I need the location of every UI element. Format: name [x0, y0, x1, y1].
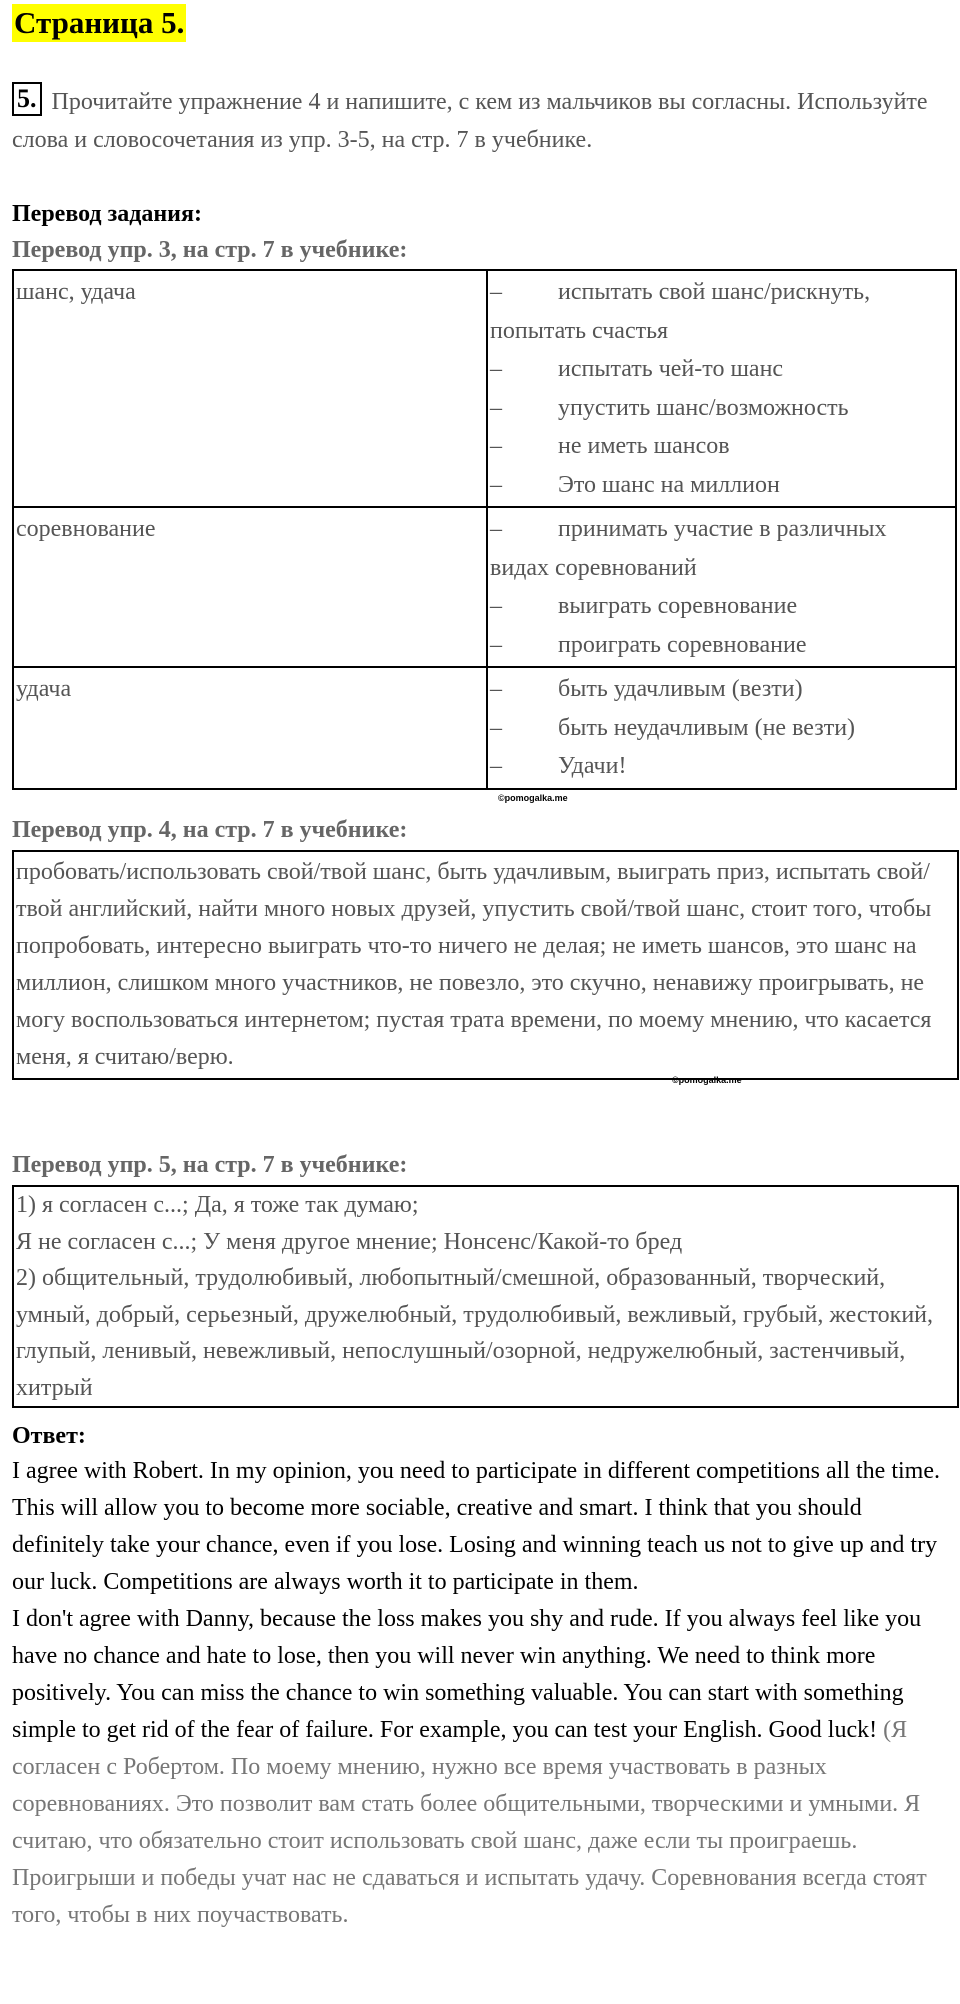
answer-en: I don't agree with Danny, because the loss makes you shy and rude. If you always feel like you have no chance and hate to lose, then you will never win anything. We need to think more positively. You can miss the chance to win something valuable. You can start with something simple to get rid of the fear of failure. For example, you can test your English. Good luck!	[12, 1606, 922, 1743]
phrase-line: – выиграть соревнование	[490, 593, 798, 619]
task-text: Прочитайте упражнение 4 и напишите, с кем из мальчиков вы согласны. Используйте слова и словосочетания из упр. 3-5, на стр. 7 в учебнике.	[12, 89, 928, 153]
ex5-line: Я не согласен с...; У меня другое мнение; Нонсенс/Какой-то бред	[16, 1228, 683, 1255]
table-row	[13, 270, 956, 507]
phrase-line: – испытать чей-то шанс	[490, 356, 784, 382]
translation-heading: Перевод задания:	[12, 201, 202, 227]
phrase-wrap: попытать счастья	[490, 317, 669, 344]
phrase-line: – упустить шанс/возможность	[490, 394, 849, 421]
table-row	[13, 507, 956, 667]
phrase-line: – Это шанс на миллион	[490, 471, 780, 498]
table-row	[13, 667, 956, 789]
ex5-heading: Перевод упр. 5, на стр. 7 в учебнике:	[12, 1152, 408, 1178]
ex4-text: пробовать/использовать свой/твой шанс, быть удачливым, выиграть приз, испытать свой/твой английский, найти много новых друзей, упустить свой/твой шанс, стоит того, чтобы попробовать, интересно выиграть что-то ничего не делая; не иметь шансов, это шанс на миллион, слишком много участников, не повезло, это скучно, ненавижу проигрывать, не могу воспользоваться интернетом; пустая трата времени, по моему мнению, что касается меня, я считаю/верю.	[16, 859, 932, 1070]
answer-heading: Ответ:	[12, 1423, 86, 1449]
table-cell-phrases	[487, 667, 956, 789]
table-cell-word: соревнование	[13, 507, 487, 667]
answer-ru: (Я согласен с Робертом. По моему мнению, нужно все время участвовать в разных соревнованиях. Это позволит вам стать более общительными, творческими и умными. Я считаю, что обязательно стоит использовать свой шанс, даже если ты проиграешь. Проигрыши и победы учат нас не сдаваться и испытать удачу. Соревнования всегда стоят того, чтобы в них поучаствовать.	[12, 1717, 927, 1928]
ex3-heading: Перевод упр. 3, на стр. 7 в учебнике:	[12, 237, 408, 263]
page-title: Страница 5.	[14, 5, 185, 40]
table-cell-word: шанс, удача	[13, 270, 487, 507]
watermark: ©pomogalka.me	[498, 793, 568, 803]
task-text-block	[12, 82, 952, 159]
ex5-box	[12, 1185, 959, 1408]
phrase-line: – быть неудачливым (не везти)	[490, 714, 856, 741]
answer-text	[12, 1453, 947, 1934]
phrase-line: – не иметь шансов	[490, 433, 730, 459]
phrase-line: – проиграть соревнование	[490, 631, 807, 658]
ex4-heading: Перевод упр. 4, на стр. 7 в учебнике:	[12, 817, 408, 843]
answer-paragraph: I agree with Robert. In my opinion, you need to participate in different competitions all the time. This will allow you to become more sociable, creative and smart. I think that you should definitely take your chance, even if you lose. Losing and winning teach us not to give up and try our luck. Competitions are always worth it to participate in them.	[12, 1458, 940, 1595]
answer-paragraph	[12, 1601, 947, 1934]
table-cell-phrases	[487, 507, 956, 667]
ex5-line: 1) я согласен с...; Да, я тоже так думаю;	[16, 1192, 419, 1218]
phrase-line: – Удачи!	[490, 753, 627, 779]
phrase-line: – принимать участие в различных	[490, 516, 887, 542]
vocab-table	[12, 269, 957, 790]
watermark: ©pomogalka.me	[672, 1075, 742, 1085]
phrase-line: – быть удачливым (везти)	[490, 676, 803, 702]
table-cell-word: удача	[13, 667, 487, 789]
phrase-line: – испытать свой шанс/рискнуть,	[490, 279, 871, 305]
ex5-line: 2) общительный, трудолюбивый, любопытный/смешной, образованный, творческий, умный, добрый, серьезный, дружелюбный, трудолюбивый, вежливый, грубый, жестокий, глупый, ленивый, невежливый, непослушный/озорной, недружелюбный, застенчивый, хитрый	[16, 1265, 934, 1401]
phrase-wrap: видах соревнований	[490, 554, 697, 581]
ex4-box	[12, 850, 959, 1080]
task-number-badge: 5.	[12, 82, 42, 116]
table-cell-phrases	[487, 270, 956, 507]
